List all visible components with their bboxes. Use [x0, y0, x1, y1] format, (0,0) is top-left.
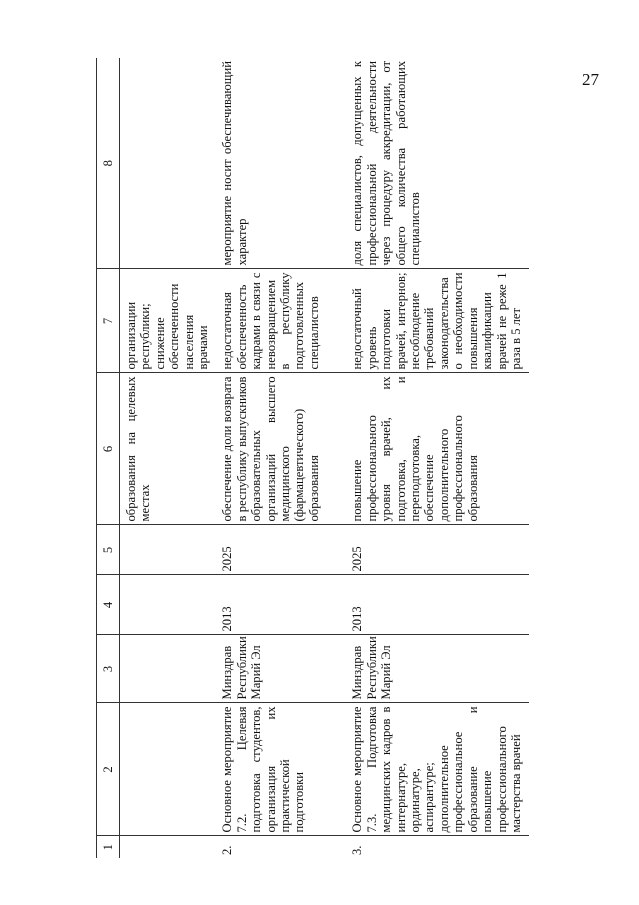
measures-table [96, 58, 529, 858]
start-year-cell: 2013 [346, 575, 529, 635]
executor-cell: Минздрав Республики Марий Эл [216, 635, 346, 703]
indicator-link-cell [120, 58, 217, 269]
rotated-table-container [96, 58, 562, 858]
header-cell: 2 [97, 703, 120, 836]
measure-name-cell [120, 703, 217, 836]
executor-cell: Минздрав Республики Марий Эл [346, 635, 529, 703]
header-row [97, 58, 120, 858]
measure-name-cell: Основное мероприятие 7.2. Целевая подготовка студентов, организация их практической подготовки [216, 703, 346, 836]
end-year-cell: 2025 [346, 525, 529, 575]
table-row [216, 58, 346, 858]
row-number-cell: 2. [220, 845, 235, 855]
start-year-cell [120, 575, 217, 635]
header-cell: 1 [97, 836, 120, 858]
header-cell: 5 [97, 525, 120, 575]
start-year-cell: 2013 [216, 575, 346, 635]
end-year-cell [120, 525, 217, 575]
indicator-link-cell: доля специалистов, допущенных к профессиональной деятельности через процедуру аккредитации, от общего количества работающих специалистов [346, 58, 529, 269]
table-row [346, 58, 529, 858]
expected-result-cell: образования на целевых местах [120, 373, 217, 525]
page-number: 27 [582, 70, 599, 89]
expected-result-cell: повышение профессионального уровня врачей, их подготовка, и переподготовка, обеспечение дополнительного профессионального образования [346, 373, 529, 525]
consequences-cell: недостаточная обеспеченность кадрами в связи с невозвращением в республику подготовленных специалистов [216, 269, 346, 373]
row-number-cell [120, 836, 217, 858]
consequences-cell: недостаточный уровень подготовки врачей, интернов; несоблюдение требований законодательства о необходимости повышения квалификации врачей не реже 1 раза в 5 лет [346, 269, 529, 373]
header-cell: 3 [97, 635, 120, 703]
indicator-link-cell: мероприятие носит обеспечивающий характер [216, 58, 346, 269]
consequences-cell: организации республики; снижение обеспеченности населения врачами [120, 269, 217, 373]
header-cell: 6 [97, 373, 120, 525]
table-row [120, 58, 217, 858]
expected-result-cell: обеспечение доли возврата в республику выпускников образовательных организаций высшего медицинского (фармацевтического) образования [216, 373, 346, 525]
header-cell: 8 [97, 58, 120, 269]
executor-cell [120, 635, 217, 703]
row-number-cell: 3. [350, 845, 365, 855]
header-cell: 7 [97, 269, 120, 373]
end-year-cell: 2025 [216, 525, 346, 575]
measure-name-cell: Основное мероприятие 7.3. Подготовка медицинских кадров в интернатуре, ординатуре, аспирантуре; дополнительное профессиональное образование и повышение профессионального мастерства врачей [346, 703, 529, 836]
header-cell: 4 [97, 575, 120, 635]
